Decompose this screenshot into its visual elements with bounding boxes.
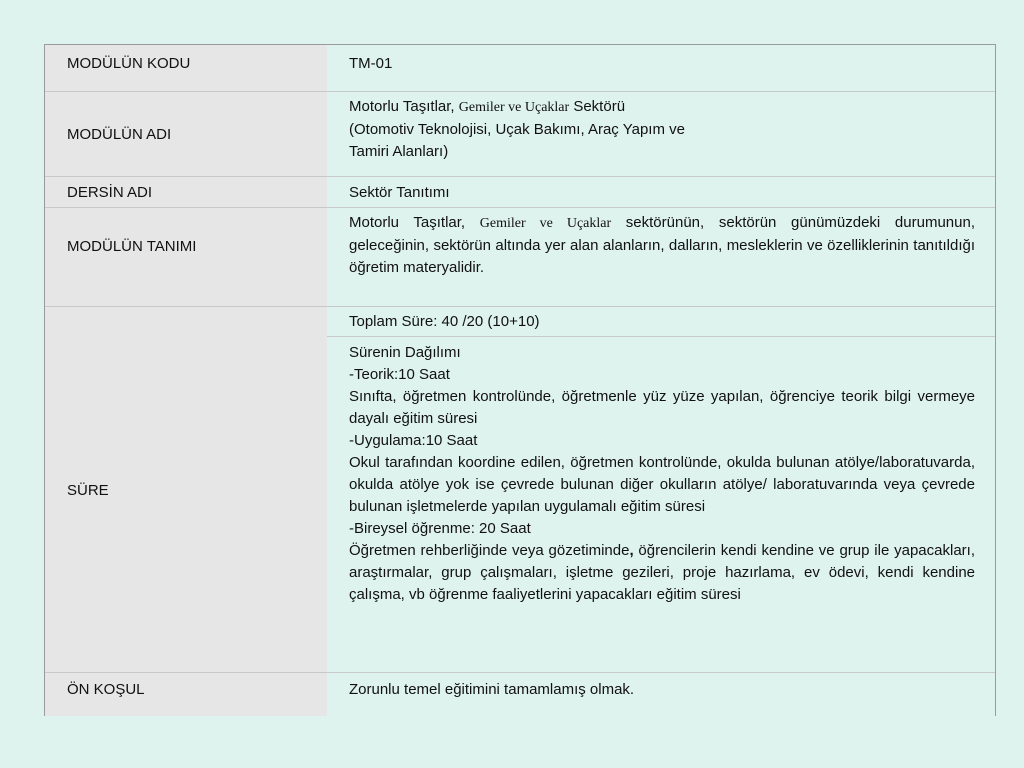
row-duration [45, 306, 995, 673]
module-name-line3: Tamiri Alanları) [349, 143, 449, 160]
module-description-label-cell [45, 208, 327, 307]
row-prerequisite [45, 672, 995, 716]
module-description-serif-part: Gemiler ve Uçaklar [479, 216, 612, 231]
module-name-serif-part: Gemiler ve Uçaklar [458, 100, 570, 115]
module-description-text-a: Motorlu Taşıtlar, [349, 214, 480, 231]
module-name-line2: (Otomotiv Teknolojisi, Uçak Bakımı, Araç Yapım ve [349, 121, 685, 138]
theory-description: Sınıfta, öğretmen kontrolünde, öğretmenle yüz yüze yapılan, öğrenciye teorik bilgi vermeye dayalı eğitim süresi [349, 388, 975, 427]
module-description-value-cell [327, 208, 995, 307]
prerequisite-label-cell [45, 673, 327, 716]
duration-value-cell [327, 307, 995, 673]
module-name-part-a: Motorlu Taşıtlar, [349, 98, 459, 115]
row-module-description [45, 207, 995, 307]
module-code-label: MODÜLÜN KODU [67, 55, 191, 72]
module-name-value-cell [327, 92, 995, 177]
individual-description-a: Öğretmen rehberliğinde veya gözetiminde [349, 542, 630, 559]
course-name-label: DERSİN ADI [67, 184, 153, 201]
module-code-label-cell [45, 45, 327, 91]
module-code-value: TM-01 [349, 55, 393, 72]
individual-description [349, 540, 975, 606]
breakdown-title: Sürenin Dağılımı [349, 344, 461, 361]
total-duration: Toplam Süre: 40 /20 (10+10) [349, 313, 540, 330]
prerequisite-label: ÖN KOŞUL [67, 681, 145, 698]
practice-hours: -Uygulama:10 Saat [349, 432, 478, 449]
row-module-name [45, 91, 995, 177]
row-course-name [45, 176, 995, 208]
module-name-label-cell [45, 92, 327, 177]
row-module-code [45, 45, 995, 91]
module-code-value-cell [327, 45, 995, 91]
individual-hours: -Bireysel öğrenme: 20 Saat [349, 520, 531, 537]
practice-description: Okul tarafından koordine edilen, öğretmen kontrolünde, okulda bulunan atölye/laboratuvarda, okulda atölye yok ise çevrede bulunan diğer okulların atölye/ laboratuvarında veya çevrede bulunan işletmelerde yapılan uygulamalı eğitim süresi [349, 454, 975, 515]
prerequisite-value: Zorunlu temel eğitimini tamamlamış olmak. [349, 681, 635, 698]
course-name-label-cell [45, 177, 327, 208]
module-name-part-b: Sektörü [569, 98, 626, 115]
theory-hours: -Teorik:10 Saat [349, 366, 450, 383]
duration-label-cell [45, 307, 327, 673]
total-duration-cell [327, 307, 995, 337]
prerequisite-value-cell [327, 673, 995, 716]
module-info-table [44, 44, 996, 716]
course-name-value: Sektör Tanıtımı [349, 184, 450, 201]
module-name-line1 [349, 96, 975, 119]
individual-description-b: öğrencilerin kendi kendine ve grup ile yapacakları, araştırmalar, grup çalışmaları, işletme gezileri, proje hazırlama, ev ödevi, kendi kendine çalışma, vb öğrenme faaliyetlerini yapacakları eğitim süresi [349, 542, 975, 603]
module-description-text-b: sektörünün, sektörün günümüzdeki durumunun, geleceğinin, sektörün altında yer alan alanların, dalların, mesleklerin ve özelliklerinin tanıtıldığı öğretim materyalidir. [349, 214, 975, 276]
module-name-label: MODÜLÜN ADI [67, 126, 172, 143]
course-name-value-cell [327, 177, 995, 208]
duration-label: SÜRE [67, 481, 109, 499]
duration-label-inner-bg [57, 337, 315, 673]
duration-breakdown-cell [327, 337, 995, 606]
module-description-label: MODÜLÜN TANIMI [67, 238, 197, 255]
individual-description-comma: , [629, 542, 634, 559]
